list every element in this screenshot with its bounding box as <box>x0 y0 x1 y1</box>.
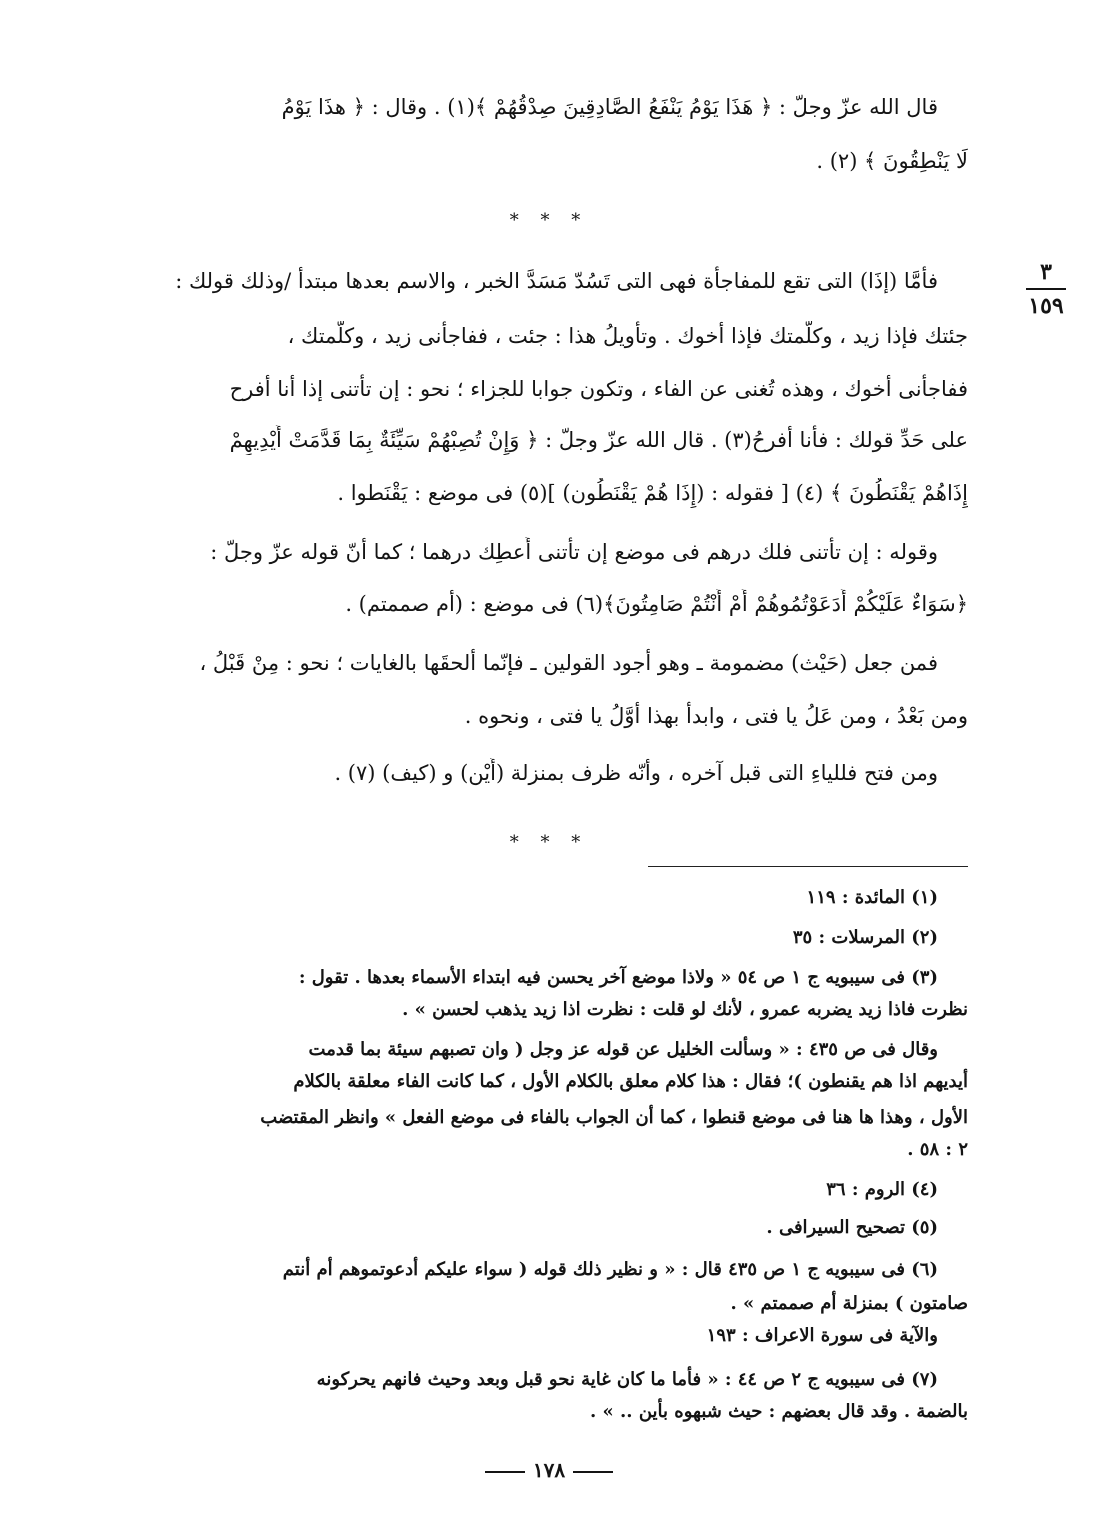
section-divider-stars-2: * * * <box>509 832 589 853</box>
section-divider-stars: * * * <box>509 210 589 231</box>
footnote-6-line-1: (٦) فى سيبويه ج ١ ص ٤٣٥ قال : « و نظير ذلك قوله ( سواء عليكم أدعوتموهم أم أنتم <box>282 1259 938 1280</box>
footnote-3-line-3: وقال فى ص ٤٣٥ : « وسألت الخليل عن قوله عز وجل ( وان تصبهم سيئة بما قدمت <box>308 1039 938 1060</box>
page-number-dash-right <box>573 1471 613 1473</box>
footnote-3-line-1: (٣) فى سيبويه ج ١ ص ٥٤ « ولاذا موضع آخر يحسن فيه ابتداء الأسماء بعدها . تقول : <box>298 967 938 988</box>
margin-ref-top: ٣ <box>1040 259 1052 285</box>
paragraph-3-line-1: وقوله : إن تأتنى فلك درهم فى موضع إن تأتنى أُعطِك درهما ؛ كما أنّ قوله عزّ وجلّ : <box>210 540 938 564</box>
footnote-5: (٥) تصحيح السيرافى . <box>766 1217 938 1238</box>
page-number <box>0 1458 1098 1482</box>
margin-ref-divider <box>1026 288 1066 290</box>
footnote-1: (١) المائدة : ١١٩ <box>806 887 938 908</box>
footnote-7-line-2: بالضمة . وقد قال بعضهم : حيث شبهوه بأين .. » . <box>589 1401 968 1422</box>
footnote-3-line-5: الأول ، وهذا ها هنا فى موضع قنطوا ، كما أن الجواب بالفاء فى موضع الفعل » وانظر المقتضب <box>260 1107 968 1128</box>
footnote-3-line-4: أيديهم اذا هم يقنطون )؛ فقال : هذا كلام معلق بالكلام الأول ، كما كانت الفاء معلقة بالكلام <box>293 1071 968 1092</box>
paragraph-2-line-4: على حَدِّ قولك : فأنا أفرحُ(٣) . قال الله عزّ وجلّ : ﴿ وَإِنْ تُصِبْهُمْ سَيِّئَةٌ بِمَا قَدَّمَتْ أَيْدِيهِمْ <box>229 428 968 452</box>
paragraph-2-line-1: فأمَّا (إذَا) التى تقع للمفاجأة فهى التى تَسُدّ مَسَدَّ الخبر ، والاسم بعدها مبتدأ /وذلك قولك : <box>175 269 938 293</box>
footnote-7-line-1: (٧) فى سيبويه ج ٢ ص ٤٤ : « فأما ما كان غاية نحو قبل وبعد وحيث فانهم يحركونه <box>316 1369 938 1390</box>
paragraph-4-line-2: ومن بَعْدُ ، ومن عَلُ يا فتى ، وابدأْ بهذا أوَّلُ يا فتى ، ونحوه . <box>464 704 968 728</box>
paragraph-2-line-5: إِذَاهُمْ يَقْنَطُونَ ﴾ (٤) [ فقوله : (إِذَا هُمْ يَقْنَطُون) ](٥) فى موضع : يَقْنَطوا . <box>337 481 968 505</box>
margin-reference <box>1022 258 1070 320</box>
page-number-dash-left <box>485 1471 525 1473</box>
footnote-6-line-2: صامتون ) بمنزلة أم صممتم » . <box>730 1293 968 1314</box>
paragraph-1-line-2: لَا يَنْطِقُونَ ﴾ (٢) . <box>816 149 968 173</box>
footnote-6-line-3: والآية فى سورة الاعراف : ١٩٣ <box>706 1325 938 1346</box>
footnote-3-line-6: ٢ : ٥٨ . <box>907 1139 968 1160</box>
paragraph-3-line-2: ﴿سَوَاءٌ عَلَيْكُمْ أَدَعَوْتُمُوهُمْ أَمْ أَنْتُمْ صَامِتُونَ﴾(٦) فى موضع : (أم صممتم) . <box>345 592 968 616</box>
paragraph-4-line-1: فمن جعل (حَيْث) مضمومة ـ وهو أجود القولين ـ فإنّما ألحقَها بالغايات ؛ نحو : مِنْ قَبْلُ ، <box>199 651 938 675</box>
paragraph-2-line-3: ففاجأنى أخوك ، وهذه تُغنى عن الفاء ، وتكون جوابا للجزاء ؛ نحو : إن تأتنى إذا أنا أفرح <box>229 377 968 401</box>
footnote-2: (٢) المرسلات : ٣٥ <box>792 927 938 948</box>
paragraph-1-line-1: قال الله عزّ وجلّ : ﴿ هَذَا يَوْمُ يَنْفَعُ الصَّادِقِينَ صِدْقُهُمْ ﴾(١) . وقال : ﴿ هذَا يَوْمُ <box>281 95 938 119</box>
paragraph-2-line-2: جئتك فإذا زيد ، وكلَّمتك فإذا أخوك . وتأويلُ هذا : جئت ، ففاجأنى زيد ، وكلَّمتك ، <box>287 324 968 348</box>
page-number-value: ١٧٨ <box>532 1458 566 1482</box>
paragraph-5-line-1: ومن فتح فللياءِ التى قبل آخره ، وأنّه ظرف بمنزلة (أَيْن) و (كيف) (٧) . <box>334 761 938 785</box>
margin-ref-bottom: ١٥٩ <box>1028 293 1064 319</box>
footnote-3-line-2: نظرت فاذا زيد يضربه عمرو ، لأنك لو قلت : نظرت اذا زيد يذهب لحسن » . <box>402 999 968 1020</box>
footnote-rule <box>648 866 968 867</box>
footnote-4: (٤) الروم : ٣٦ <box>826 1179 938 1200</box>
